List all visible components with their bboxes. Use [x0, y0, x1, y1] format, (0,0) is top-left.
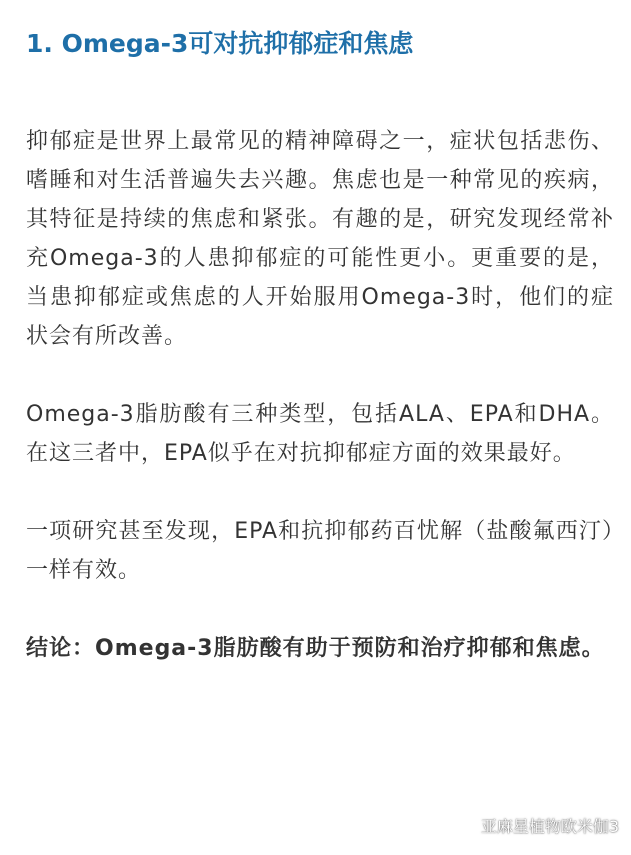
watermark-text: 亚麻星植物欧米伽3 — [480, 817, 619, 836]
conclusion-text: Omega-3脂肪酸有助于预防和治疗抑郁和焦虑。 — [95, 636, 605, 661]
paragraph-omega3-types: Omega-3脂肪酸有三种类型，包括ALA、EPA和DHA。在这三者中，EPA似乎在对抗抑郁症方面的效果最好。 — [26, 402, 614, 466]
paragraph-epa-study: 一项研究甚至发现，EPA和抗抑郁药百忧解（盐酸氟西汀）一样有效。 — [26, 519, 614, 583]
paragraph-depression-anxiety: 抑郁症是世界上最常见的精神障碍之一，症状包括悲伤、嗜睡和对生活普遍失去兴趣。焦虑也是一种常见的疾病，其特征是持续的焦虑和紧张。有趣的是，研究发现经常补充Omega-3的人患抑郁症的可能性更小。更重要的是，当患抑郁症或焦虑的人开始服用Omega-3时，他们的症状会有所改善。 — [26, 129, 614, 349]
wechat-icon — [453, 817, 475, 835]
section-heading: 1. Omega-3可对抗抑郁症和焦虑 — [26, 29, 414, 58]
article — [26, 24, 614, 668]
conclusion-paragraph — [26, 629, 614, 668]
conclusion-label: 结论： — [26, 636, 96, 661]
watermark — [453, 814, 619, 837]
